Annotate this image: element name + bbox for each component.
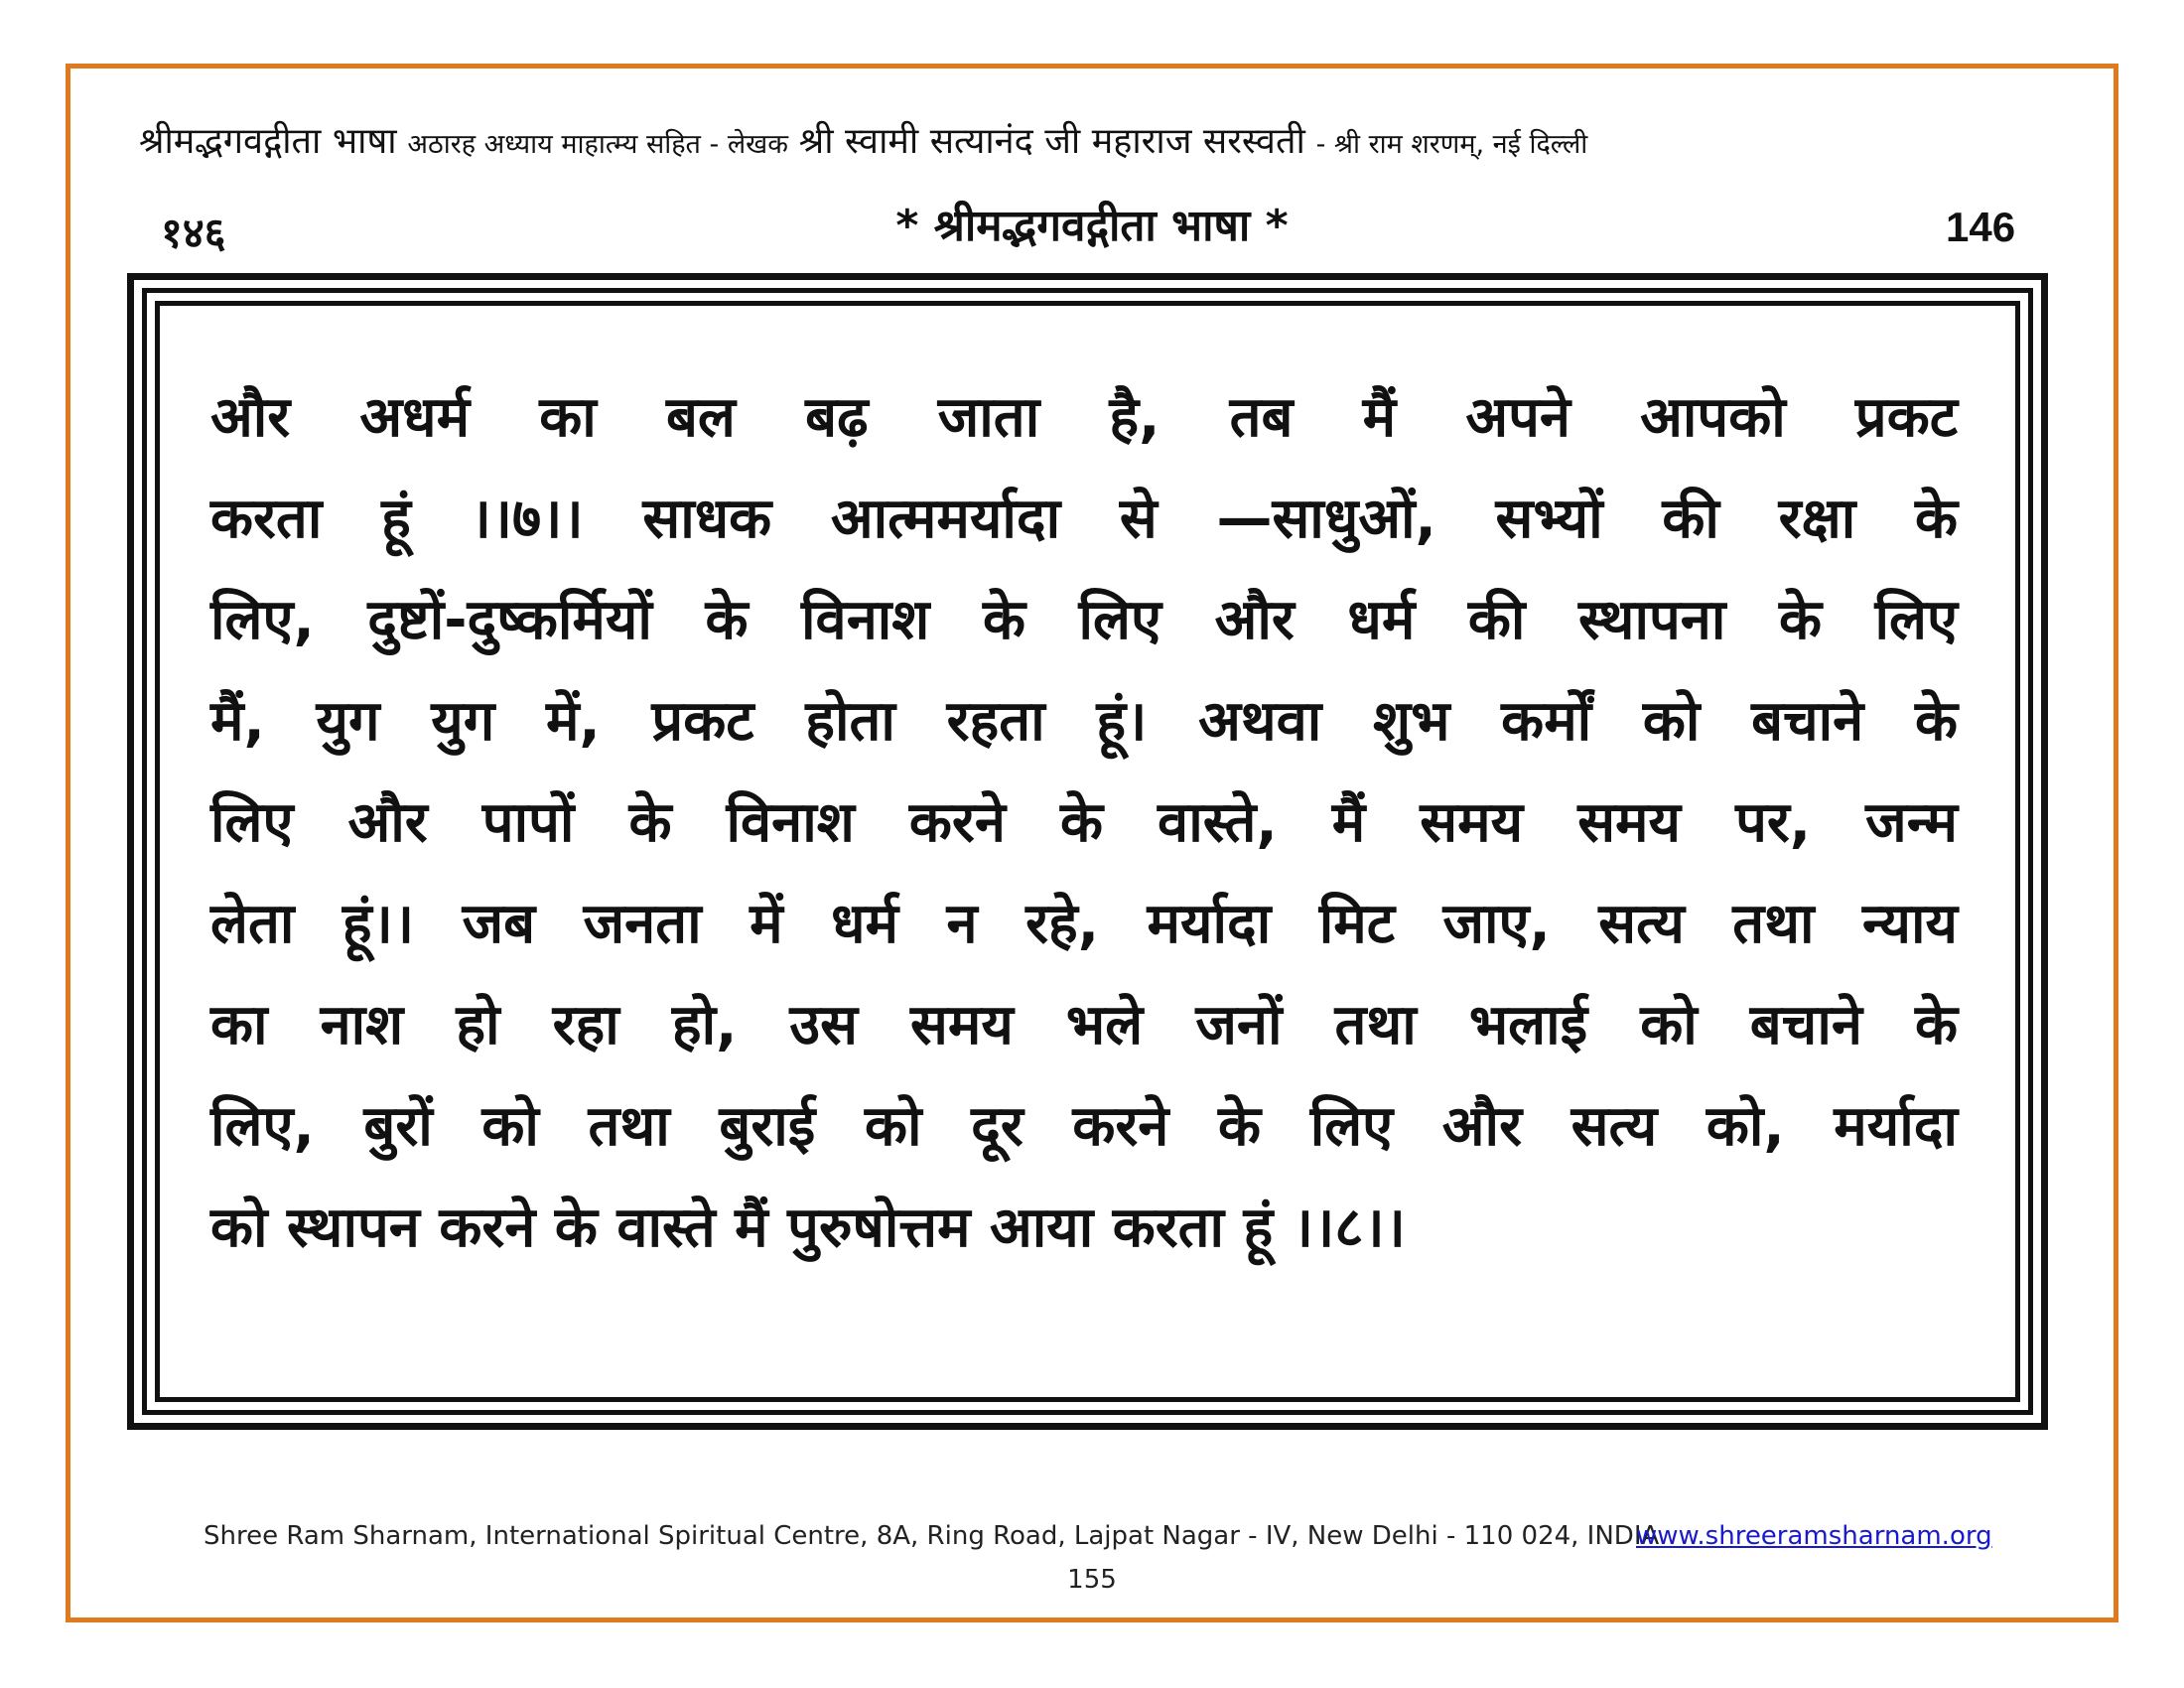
passage-line: लिए, बुरों को तथा बुराई को दूर करने के लिए और सत्य को, मर्यादा <box>210 1094 1958 1159</box>
passage-line: करता हूं ।।७।। साधक आत्ममर्यादा से —साधुओं, सभ्यों की रक्षा के <box>210 487 1958 551</box>
website-link[interactable]: www.shreeramsharnam.org <box>1636 1521 1992 1551</box>
footer-address: Shree Ram Sharnam, International Spiritual Centre, 8A, Ring Road, Lajpat Nagar - IV, New Delhi - 110 024, INDIA <box>204 1521 1660 1551</box>
passage-line: और अधर्म का बल बढ़ जाता है, तब मैं अपने आपको प्रकट <box>210 385 1958 450</box>
scripture-passage <box>210 367 1958 1279</box>
footer-page-number: 155 <box>1067 1565 1117 1595</box>
document-header <box>139 117 2045 167</box>
page-number-hindi: १४६ <box>161 209 226 257</box>
passage-line: लेता हूं।। जब जनता में धर्म न रहे, मर्यादा मिट जाए, सत्य तथा न्याय <box>210 892 1958 956</box>
page-running-title: * श्रीमद्भगवद्गीता भाषा * <box>895 201 1289 251</box>
page-number-arabic: 146 <box>1946 204 2016 250</box>
passage-line: लिए, दुष्टों-दुष्कर्मियों के विनाश के लिए और धर्म की स्थापना के लिए <box>210 588 1958 652</box>
passage-line: को स्थापन करने के वास्ते मैं पुरुषोत्तम आया करता हूं ।।८।। <box>210 1196 1406 1260</box>
book-publisher: - श्री राम शरणम्, नई दिल्ली <box>1315 129 1588 160</box>
book-title: श्रीमद्भगवद्गीता भाषा <box>139 121 397 162</box>
book-author: श्री स्वामी सत्यानंद जी महाराज सरस्वती <box>798 121 1305 162</box>
passage-line: लिए और पापों के विनाश करने के वास्ते, मैं समय समय पर, जन्म <box>210 790 1958 855</box>
passage-line: मैं, युग युग में, प्रकट होता रहता हूं। अथवा शुभ कर्मों को बचाने के <box>210 689 1958 754</box>
passage-line: का नाश हो रहा हो, उस समय भले जनों तथा भलाई को बचाने के <box>210 993 1958 1057</box>
book-subtitle: अठारह अध्याय माहात्म्य सहित - लेखक <box>407 129 788 160</box>
